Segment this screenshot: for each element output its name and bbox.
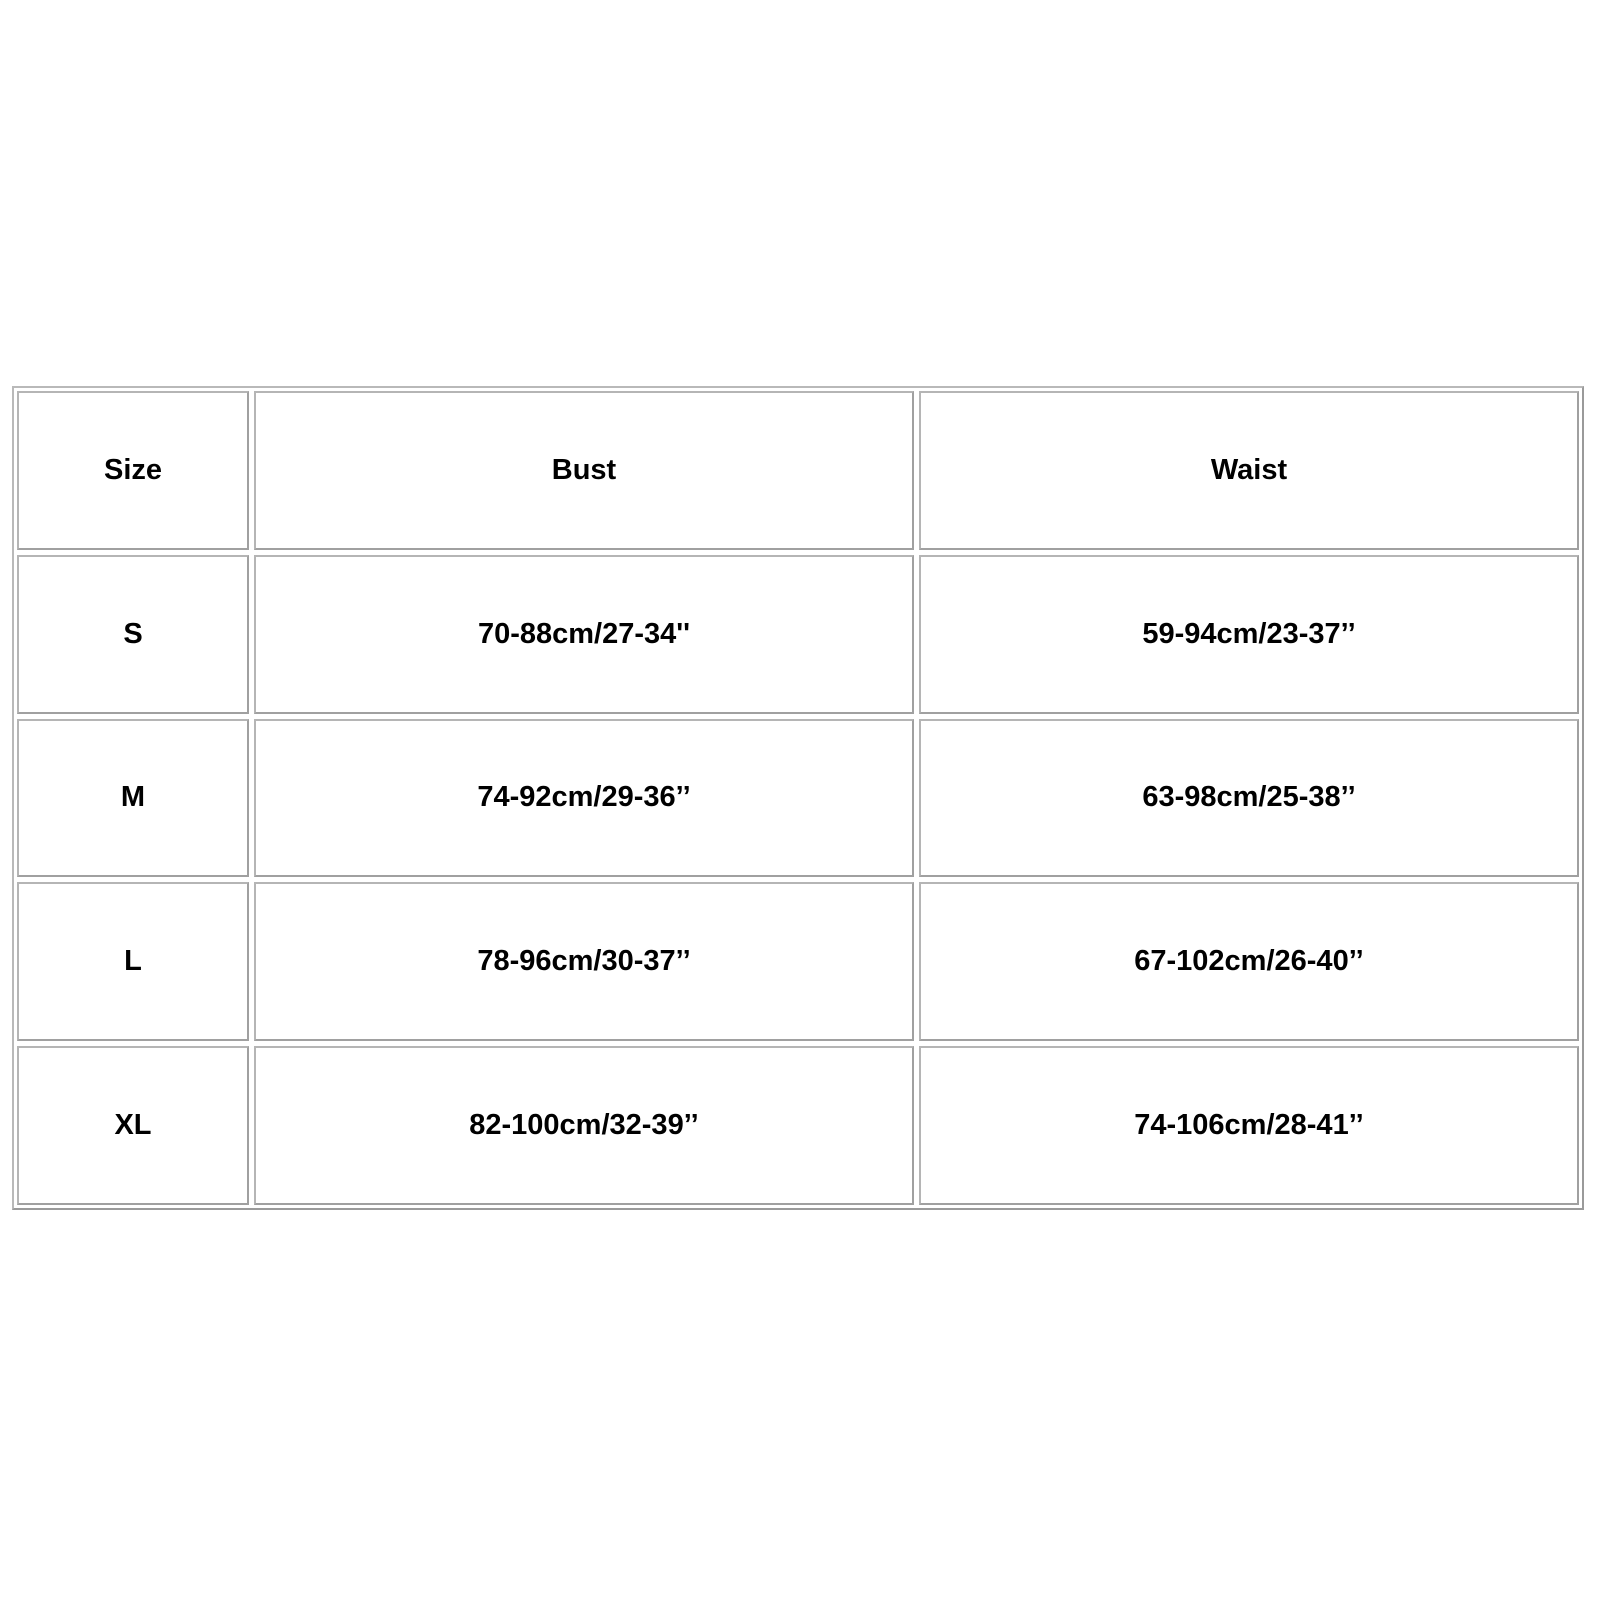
cell-size: M xyxy=(17,719,249,878)
cell-size: L xyxy=(17,882,249,1041)
cell-waist: 63-98cm/25-38’’ xyxy=(919,719,1579,878)
table-row xyxy=(17,882,1579,1041)
cell-waist: 67-102cm/26-40’’ xyxy=(919,882,1579,1041)
cell-bust: 70-88cm/27-34'' xyxy=(254,555,914,714)
table-row xyxy=(17,1046,1579,1205)
cell-size: S xyxy=(17,555,249,714)
table-row xyxy=(17,719,1579,878)
cell-bust: 82-100cm/32-39’’ xyxy=(254,1046,914,1205)
cell-waist: 59-94cm/23-37’’ xyxy=(919,555,1579,714)
cell-bust: 78-96cm/30-37’’ xyxy=(254,882,914,1041)
size-table xyxy=(12,386,1584,1210)
header-size: Size xyxy=(17,391,249,550)
table-row xyxy=(17,555,1579,714)
cell-size: XL xyxy=(17,1046,249,1205)
size-chart xyxy=(12,386,1584,1210)
table-header-row xyxy=(17,391,1579,550)
cell-bust: 74-92cm/29-36’’ xyxy=(254,719,914,878)
header-bust: Bust xyxy=(254,391,914,550)
cell-waist: 74-106cm/28-41’’ xyxy=(919,1046,1579,1205)
header-waist: Waist xyxy=(919,391,1579,550)
